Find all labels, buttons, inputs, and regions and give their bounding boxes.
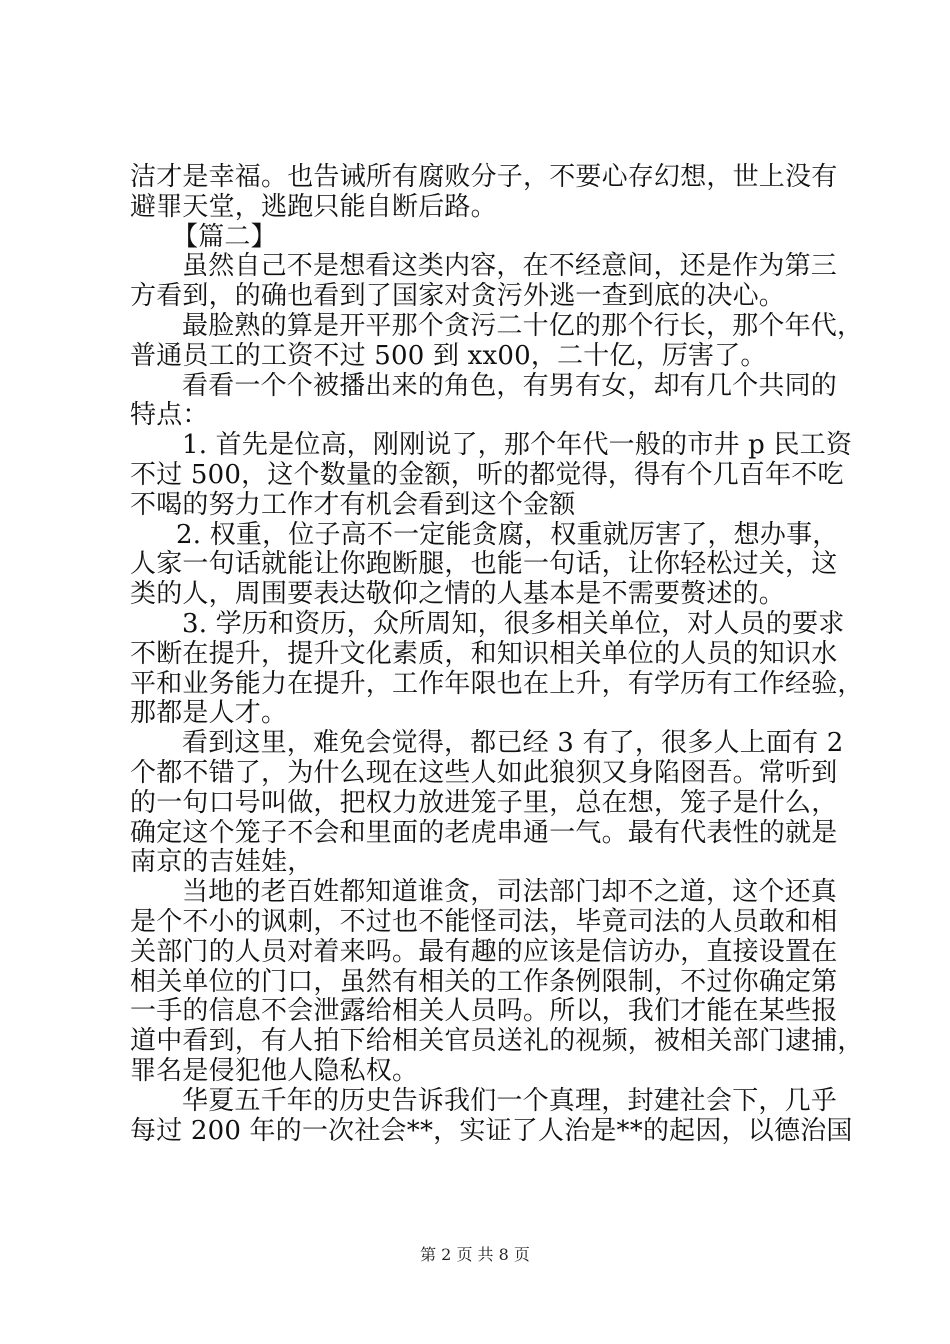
text-line: 最脸熟的算是开平那个贪污二十亿的那个行长，那个年代， [182, 311, 864, 341]
text-line: 相关单位的门口，虽然有相关的工作条例限制，不过你确定第 [130, 966, 838, 997]
text-line: 不过 500，这个数量的金额，听的都觉得，得有个几百年不吃 [130, 460, 844, 490]
text-line: 人家一句话就能让你跑断腿，也能一句话，让你轻松过关，这 [130, 549, 838, 580]
text-line: 华夏五千年的历史告诉我们一个真理，封建社会下，几乎 [182, 1085, 838, 1116]
text-line: 的一句口号叫做，把权力放进笼子里，总在想，笼子是什么， [130, 787, 838, 818]
text-line: 避罪天堂，逃跑只能自断后路。 [130, 191, 497, 222]
text-line: 关部门的人员对着来吗。最有趣的应该是信访办，直接设置在 [130, 936, 838, 967]
text-line: 洁才是幸福。也告诫所有腐败分子，不要心存幻想，世上没有 [130, 162, 838, 192]
text-line: 确定这个笼子不会和里面的老虎串通一气。最有代表性的就是 [130, 817, 838, 848]
text-line: 方看到，的确也看到了国家对贪污外逃一查到底的决心。 [130, 281, 786, 312]
text-line: 虽然自己不是想看这类内容，在不经意间，还是作为第三 [182, 251, 838, 282]
text-line: 2. 权重，位子高不一定能贪腐，权重就厉害了，想办事， [176, 519, 839, 550]
text-line: 当地的老百姓都知道谁贪，司法部门却不之道，这个还真 [182, 877, 838, 908]
text-line: 特点： [130, 400, 209, 431]
text-line: 普通员工的工资不过 500 到 xx00，二十亿，厉害了。 [130, 340, 767, 371]
text-line: 那都是人才。 [130, 698, 288, 729]
text-line: 罪名是侵犯他人隐私权。 [130, 1056, 419, 1086]
text-line: 每过 200 年的一次社会**，实证了人治是**的起因，以德治国 [130, 1115, 853, 1146]
section-heading: 【篇二】 [172, 221, 277, 252]
text-line: 道中看到，有人拍下给相关官员送礼的视频，被相关部门逮捕， [130, 1026, 864, 1057]
text-line: 3. 学历和资历，众所周知，很多相关单位，对人员的要求 [182, 609, 845, 639]
text-line: 平和业务能力在提升，工作年限也在上升，有学历有工作经验， [130, 668, 864, 699]
text-line: 不断在提升，提升文化素质，和知识相关单位的人员的知识水 [130, 638, 838, 669]
text-line: 类的人，周围要表达敬仰之情的人基本是不需要赘述的。 [130, 579, 786, 610]
text-line: 看看一个个被播出来的角色，有男有女，却有几个共同的 [182, 370, 838, 401]
text-line: 个都不错了，为什么现在这些人如此狼狈又身陷囹吾。常听到 [130, 758, 838, 788]
text-line: 一手的信息不会泄露给相关人员吗。所以，我们才能在某些报 [130, 996, 838, 1027]
text-line: 不喝的努力工作才有机会看到这个金额 [130, 489, 576, 520]
page-number-footer: 第 2 页 共 8 页 [420, 1245, 530, 1264]
text-line: 南京的吉娃娃， [130, 847, 314, 878]
text-line: 1. 首先是位高，刚刚说了，那个年代一般的市井 p 民工资 [182, 430, 853, 461]
text-line: 看到这里，难免会觉得，都已经 3 有了，很多人上面有 2 [182, 728, 844, 759]
text-line: 是个不小的讽刺，不过也不能怪司法，毕竟司法的人员敢和相 [130, 907, 838, 937]
